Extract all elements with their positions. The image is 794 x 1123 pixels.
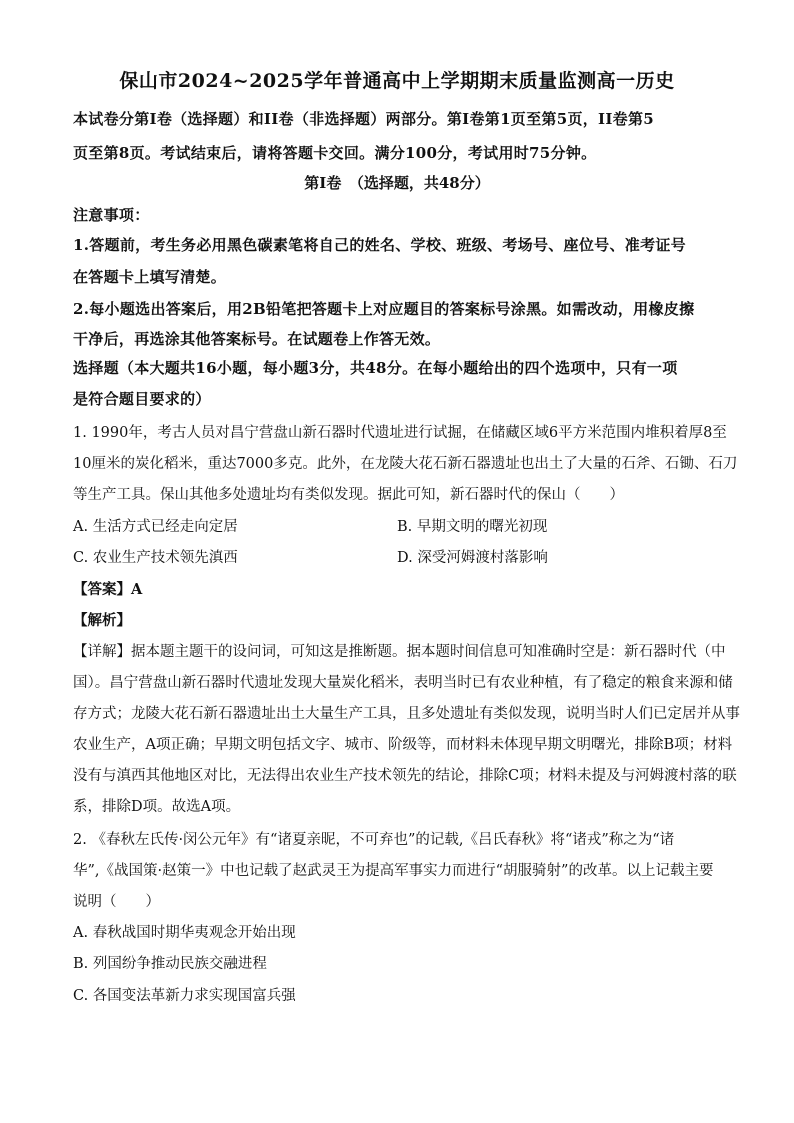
notice-line-3: 2.每小题选出答案后，用2B铅笔把答题卡上对应题目的答案标号涂黑。如需改动，用橡皮擦 bbox=[73, 300, 695, 318]
q1-detail-line-3: 存方式；龙陵大花石新石器遗址出土大量生产工具，且多处遗址有类似发现，说明当时人们已定居并从事 bbox=[73, 706, 740, 722]
q1-detail-line-6: 系，排除D项。故选A项。 bbox=[73, 799, 241, 815]
q1-detail-line-1: 【详解】据本题主题干的设问词，可知这是推断题。据本题时间信息可知准确时空是：新石器时代（中 bbox=[73, 644, 726, 660]
q1-stem-line-3: 等生产工具。保山其他多处遗址均有类似发现。据此可知，新石器时代的保山（ ） bbox=[73, 487, 624, 503]
notice-line-4: 干净后，再选涂其他答案标号。在试题卷上作答无效。 bbox=[73, 330, 441, 348]
q2-stem-line-3: 说明（ ） bbox=[73, 894, 160, 910]
section-heading: 第Ⅰ卷 （选择题，共48分） bbox=[304, 174, 490, 192]
intro-line-1: 本试卷分第Ⅰ卷（选择题）和II卷（非选择题）两部分。第Ⅰ卷第1页至第5页，II卷第5 bbox=[73, 110, 655, 128]
notice-line-1: 1.答题前，考生务必用黑色碳素笔将自己的姓名、学校、班级、考场号、座位号、准考证号 bbox=[73, 236, 686, 254]
notice-heading: 注意事项： bbox=[73, 206, 150, 224]
q1-stem-line-1: 1. 1990年，考古人员对昌宁营盘山新石器时代遗址进行试掘，在储藏区域6平方米范围内堆积着厚8至 bbox=[73, 425, 727, 441]
q1-analysis-label: 【解析】 bbox=[73, 612, 131, 629]
page-title: 保山市2024~2025学年普通高中上学期期末质量监测高一历史 bbox=[119, 70, 675, 92]
choice-instructions-line-1: 选择题（本大题共16小题，每小题3分，共48分。在每小题给出的四个选项中，只有一项 bbox=[73, 359, 678, 377]
q1-option-a: A. 生活方式已经走向定居 bbox=[73, 519, 238, 535]
choice-instructions-line-2: 是符合题目要求的） bbox=[73, 390, 211, 408]
q1-detail-line-2: 国）。昌宁营盘山新石器时代遗址发现大量炭化稻米，表明当时已有农业种植，有了稳定的粮食来源和储 bbox=[73, 675, 733, 691]
q2-option-a: A. 春秋战国时期华夷观念开始出现 bbox=[73, 925, 296, 941]
q2-option-c: C. 各国变法革新力求实现国富兵强 bbox=[73, 988, 296, 1004]
q1-stem-line-2: 10厘米的炭化稻米，重达7000多克。此外，在龙陵大花石新石器遗址也出土了大量的石斧、石锄、石刀 bbox=[73, 456, 738, 472]
q2-stem-line-2: 华”,《战国策·赵策一》中也记载了赵武灵王为提高军事实力而进行“胡服骑射”的改革。以上记载主要 bbox=[73, 863, 714, 879]
q2-option-b: B. 列国纷争推动民族交融进程 bbox=[73, 956, 267, 972]
q2-stem-line-1: 2. 《春秋左氏传·闵公元年》有“诸夏亲昵，不可弃也”的记载,《吕氏春秋》将“诸戎”称之为“诸 bbox=[73, 832, 675, 848]
notice-line-2: 在答题卡上填写清楚。 bbox=[73, 268, 227, 286]
q1-option-c: C. 农业生产技术领先滇西 bbox=[73, 550, 238, 566]
q1-detail-line-5: 没有与滇西其他地区对比，无法得出农业生产技术领先的结论，排除C项；材料未提及与河姆渡村落的联 bbox=[73, 768, 737, 784]
q1-option-d: D. 深受河姆渡村落影响 bbox=[397, 550, 548, 566]
q1-option-b: B. 早期文明的曙光初现 bbox=[397, 519, 548, 535]
intro-line-2: 页至第8页。考试结束后，请将答题卡交回。满分100分，考试用时75分钟。 bbox=[73, 144, 597, 162]
q1-answer: 【答案】A bbox=[73, 581, 143, 598]
q1-detail-line-4: 农业生产，A项正确；早期文明包括文字、城市、阶级等，而材料未体现早期文明曙光，排除B项；材料 bbox=[73, 737, 733, 753]
